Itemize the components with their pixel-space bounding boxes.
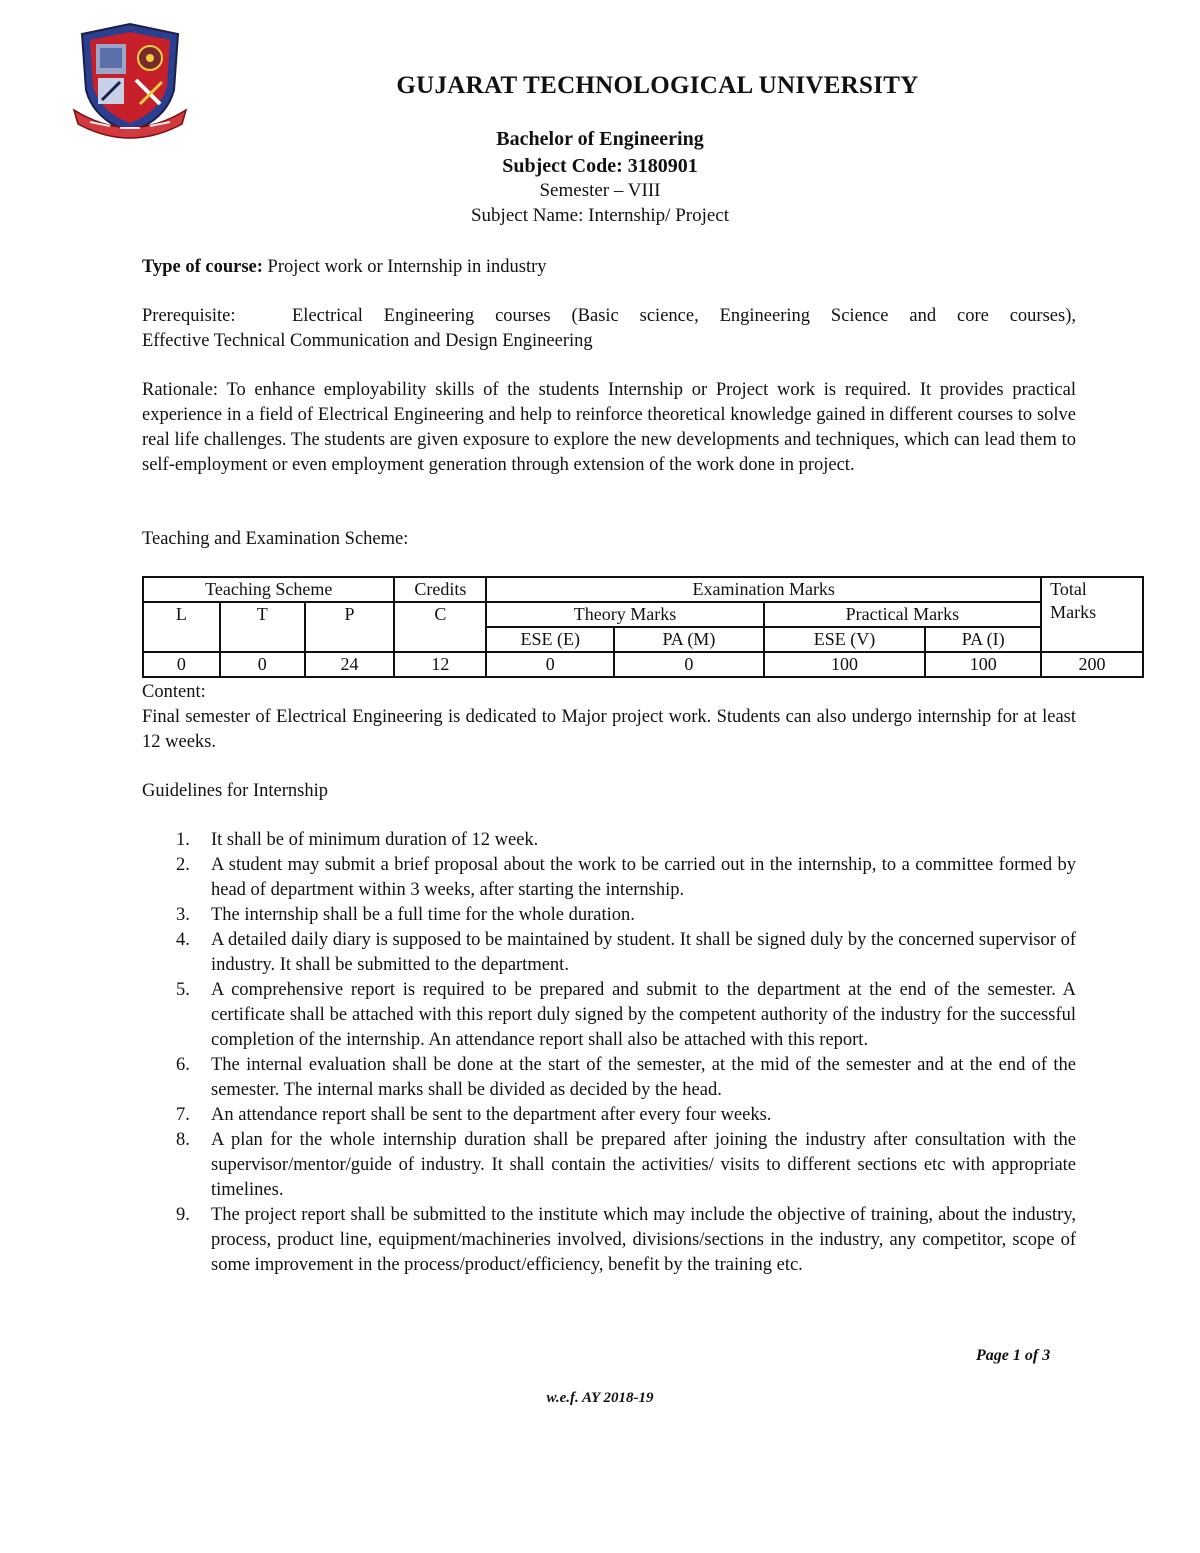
course-type-label: Type of course: bbox=[142, 257, 263, 277]
t-header: T bbox=[220, 602, 305, 652]
pa-i-header: PA (I) bbox=[925, 627, 1041, 652]
course-type bbox=[142, 255, 1076, 280]
list-item-text: It shall be of minimum duration of 12 week. bbox=[211, 830, 539, 850]
subject-name: Subject Name: Internship/ Project bbox=[470, 205, 730, 226]
value-pa-m: 0 bbox=[614, 652, 764, 677]
credits-header: Credits bbox=[394, 577, 486, 602]
list-item-number: 5. bbox=[176, 980, 190, 1000]
value-p: 24 bbox=[305, 652, 395, 677]
scheme-heading: Teaching and Examination Scheme: bbox=[142, 529, 409, 549]
p-header: P bbox=[305, 602, 395, 652]
teaching-examination-table bbox=[142, 576, 1144, 678]
content-paragraph: Final semester of Electrical Engineering is dedicated to Major project work. Students can also undergo internship for at least 12 weeks. bbox=[142, 707, 1076, 752]
c-header: C bbox=[394, 602, 486, 652]
list-item-text: A student may submit a brief proposal about the work to be carried out in the internship, to a committee formed by head of department within 3 weeks, after starting the internship. bbox=[211, 855, 1076, 900]
value-ese-v: 100 bbox=[764, 652, 926, 677]
list-item-number: 2. bbox=[176, 855, 190, 875]
list-item-number: 3. bbox=[176, 905, 190, 925]
list-item bbox=[142, 928, 1076, 978]
marks-label: Marks bbox=[1050, 602, 1097, 622]
list-item bbox=[142, 853, 1076, 903]
total-marks-header bbox=[1041, 577, 1143, 652]
list-item-text: A comprehensive report is required to be prepared and submit to the department at the end of the semester. A certificate shall be attached with this report duly signed by the competent authority of the industry for the successful completion of the internship. An attendance report shall also be attached with this report. bbox=[211, 980, 1076, 1050]
practical-marks-header: Practical Marks bbox=[764, 602, 1041, 627]
pa-m-header: PA (M) bbox=[614, 627, 764, 652]
value-total: 200 bbox=[1041, 652, 1143, 677]
value-t: 0 bbox=[220, 652, 305, 677]
list-item-text: The project report shall be submitted to the institute which may include the objective of training, about the industry, process, product line, equipment/machineries involved, divisions/sections in the industry, any competitor, scope of some improvement in the process/product/efficiency, benefit by the training etc. bbox=[211, 1205, 1076, 1275]
list-item bbox=[142, 1203, 1076, 1278]
total-label: Total bbox=[1050, 579, 1087, 599]
list-item-number: 8. bbox=[176, 1130, 190, 1150]
list-item-text: The internship shall be a full time for the whole duration. bbox=[211, 905, 635, 925]
list-item bbox=[142, 978, 1076, 1053]
value-l: 0 bbox=[143, 652, 220, 677]
effective-from: w.e.f. AY 2018-19 bbox=[546, 1390, 654, 1406]
subject-code: Subject Code: 3180901 bbox=[502, 155, 698, 177]
value-pa-i: 100 bbox=[925, 652, 1041, 677]
list-item-number: 9. bbox=[176, 1205, 190, 1225]
list-item bbox=[142, 1053, 1076, 1103]
list-item-text: The internal evaluation shall be done at the start of the semester, at the mid of the semester and at the end of the semester. The internal marks shall be divided as decided by the head. bbox=[211, 1055, 1076, 1100]
teaching-scheme-header: Teaching Scheme bbox=[143, 577, 394, 602]
list-item-number: 4. bbox=[176, 930, 190, 950]
page-number: Page 1 of 3 bbox=[976, 1347, 1051, 1364]
list-item-number: 1. bbox=[176, 830, 190, 850]
l-header: L bbox=[143, 602, 220, 652]
course-type-value: Project work or Internship in industry bbox=[267, 257, 547, 277]
list-item bbox=[142, 1103, 1076, 1128]
list-item bbox=[142, 903, 1076, 928]
list-item-text: A detailed daily diary is supposed to be maintained by student. It shall be signed duly by the concerned supervisor of industry. It shall be submitted to the department. bbox=[211, 930, 1076, 975]
ese-e-header: ESE (E) bbox=[486, 627, 614, 652]
list-item bbox=[142, 828, 1076, 853]
guidelines-list bbox=[142, 828, 1076, 1278]
rationale-paragraph: Rationale: To enhance employability skills of the students Internship or Project work is required. It provides practical experience in a field of Electrical Engineering and help to reinforce theoretical knowledge gained in different courses to solve real life challenges. The students are given exposure to explore the new developments and techniques, which can lead them to self-employment or even employment generation through extension of the work done in project. bbox=[142, 380, 1076, 475]
guidelines-heading: Guidelines for Internship bbox=[142, 781, 328, 801]
content-label: Content: bbox=[142, 682, 206, 702]
list-item-text: An attendance report shall be sent to the department after every four weeks. bbox=[211, 1105, 772, 1125]
ese-v-header: ESE (V) bbox=[764, 627, 926, 652]
prerequisite bbox=[142, 304, 1076, 354]
list-item-number: 6. bbox=[176, 1055, 190, 1075]
semester: Semester – VIII bbox=[539, 180, 661, 201]
list-item bbox=[142, 1128, 1076, 1203]
value-ese-e: 0 bbox=[486, 652, 614, 677]
list-item-text: A plan for the whole internship duration shall be prepared after joining the industry after consultation with the supervisor/mentor/guide of industry. It shall contain the activities/ visits to different sections etc with appropriate timelines. bbox=[211, 1130, 1076, 1200]
prerequisite-line1: Electrical Engineering courses (Basic science, Engineering Science and core courses), bbox=[292, 306, 1076, 326]
list-item-number: 7. bbox=[176, 1105, 190, 1125]
degree-title: Bachelor of Engineering bbox=[496, 128, 704, 150]
university-title: GUJARAT TECHNOLOGICAL UNIVERSITY bbox=[396, 72, 919, 99]
prerequisite-label: Prerequisite: bbox=[142, 306, 236, 326]
theory-marks-header: Theory Marks bbox=[486, 602, 763, 627]
prerequisite-line2: Effective Technical Communication and Design Engineering bbox=[142, 331, 593, 351]
examination-marks-header: Examination Marks bbox=[486, 577, 1041, 602]
value-c: 12 bbox=[394, 652, 486, 677]
table-row bbox=[143, 652, 1143, 677]
